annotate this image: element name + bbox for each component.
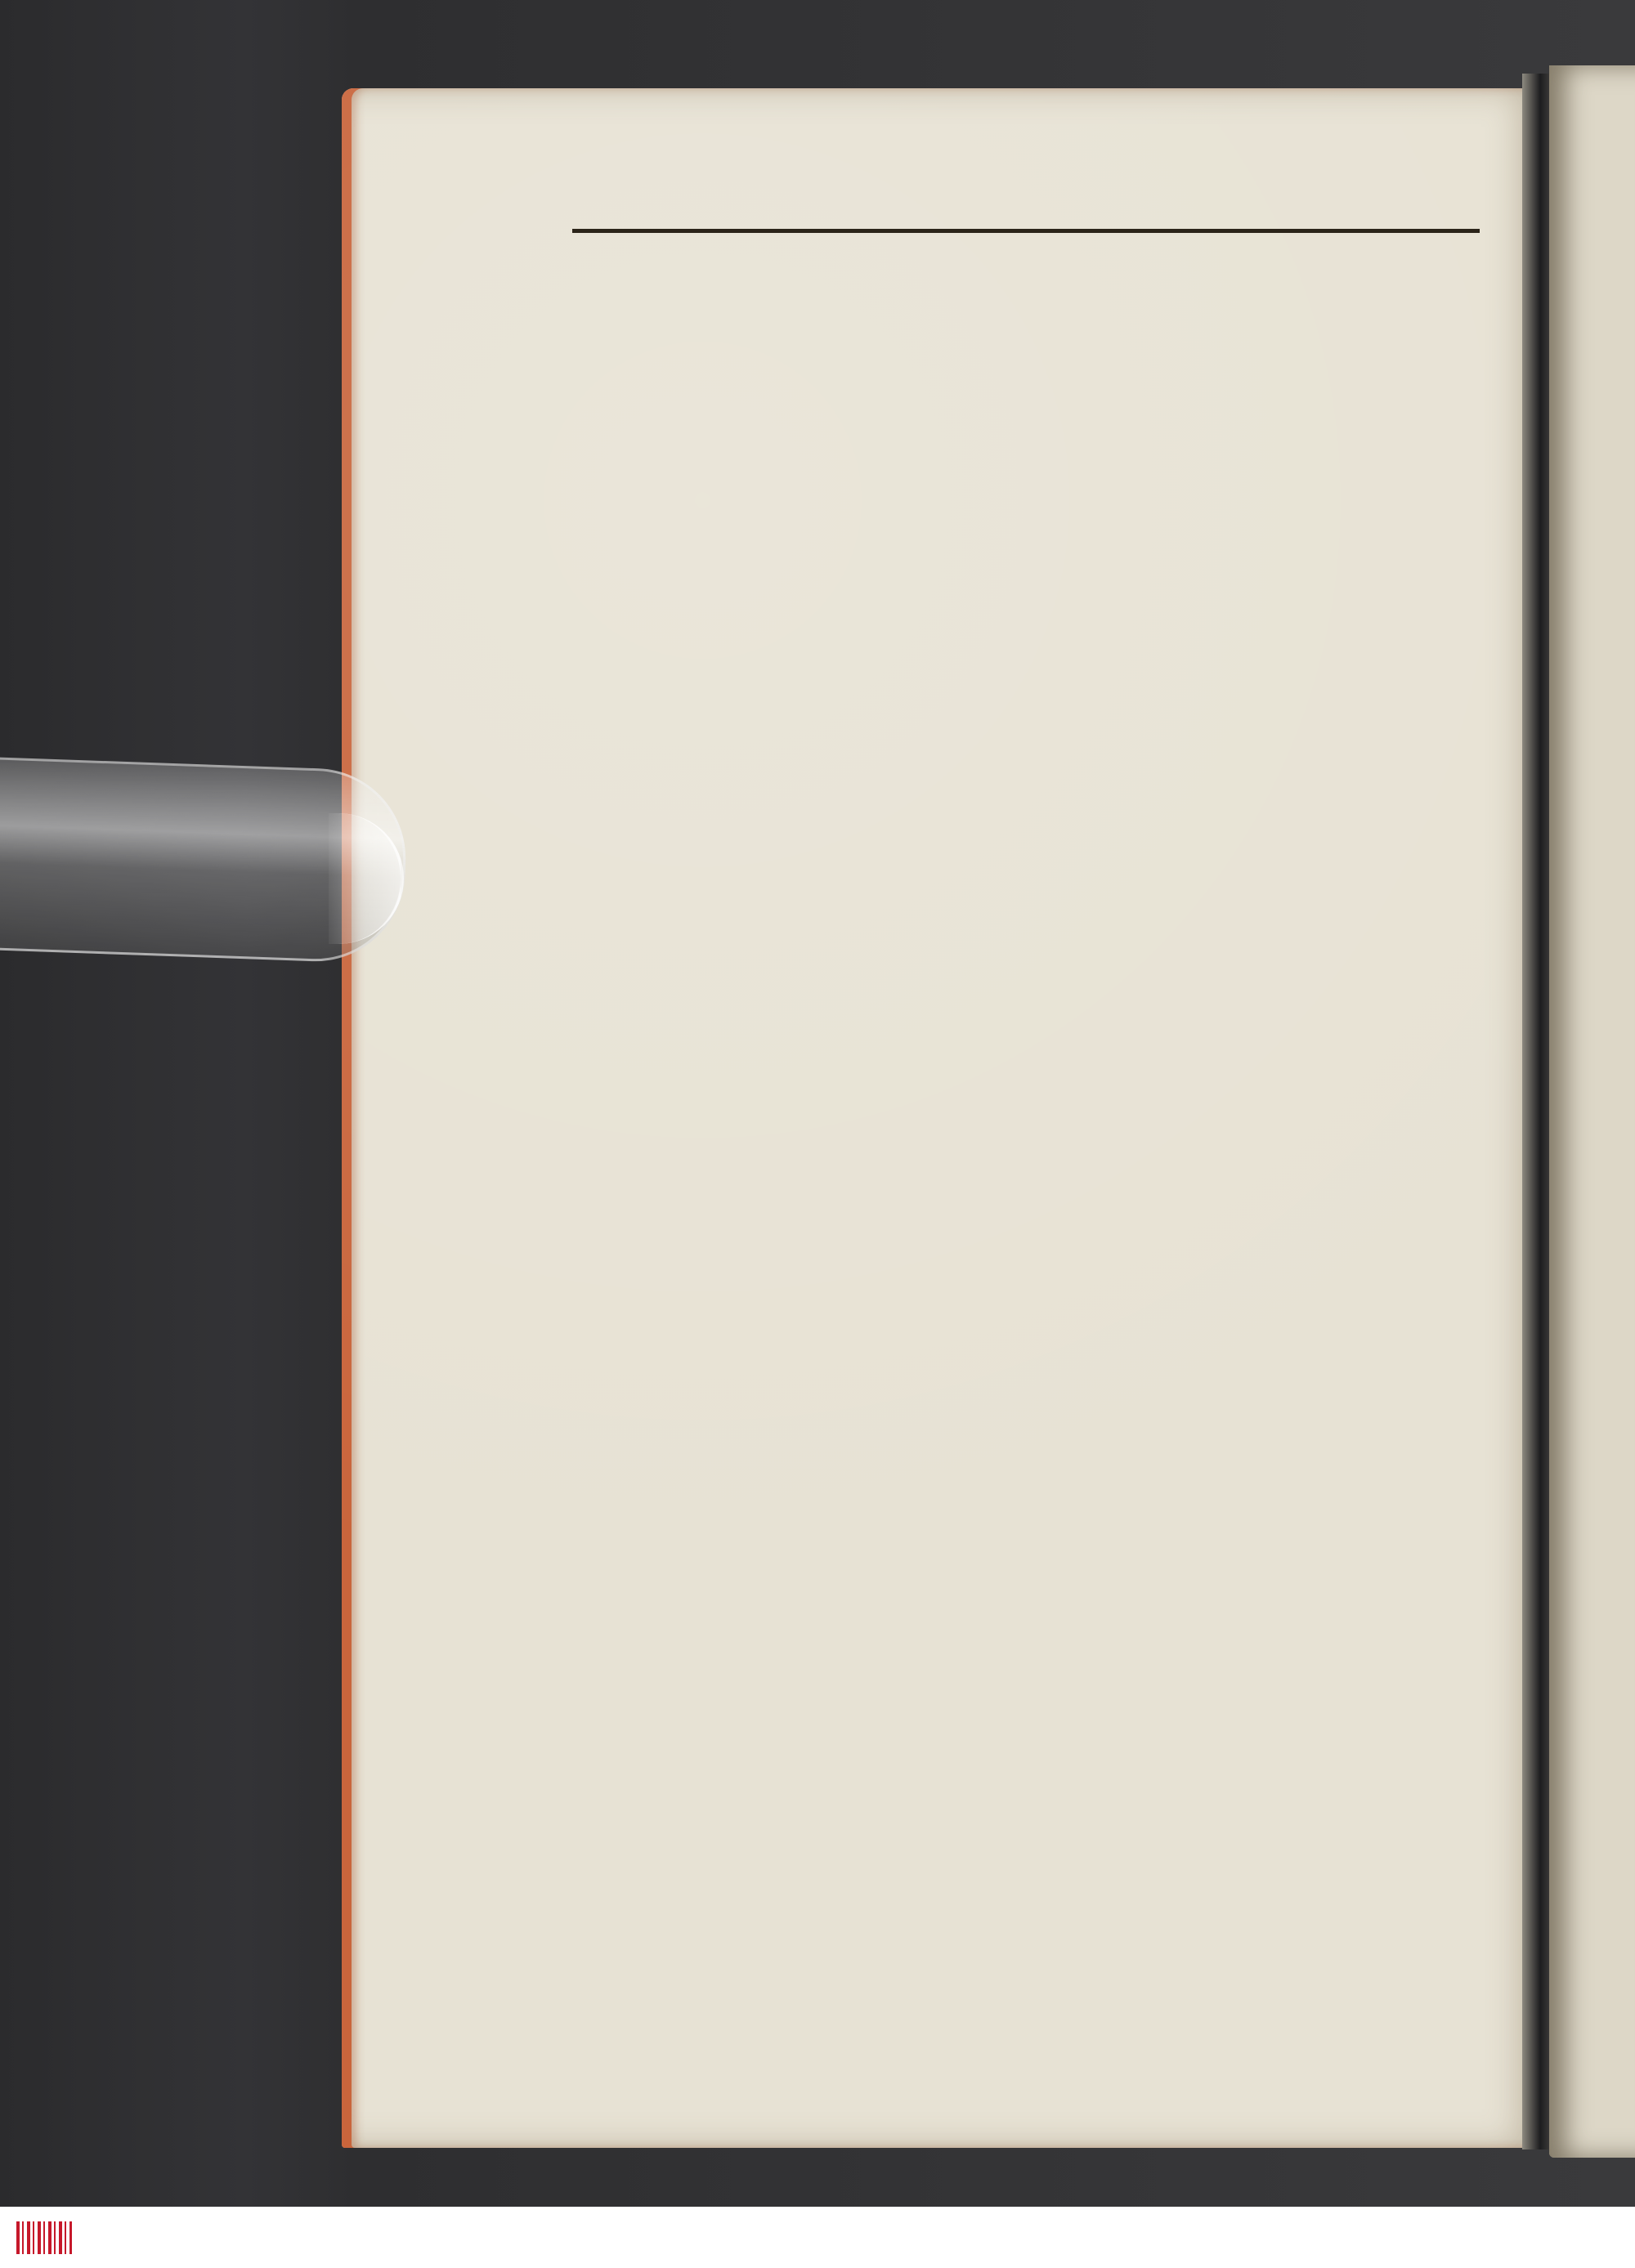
facing-page <box>1549 65 1635 2158</box>
header-rule <box>572 229 1480 233</box>
hab-logo-icon <box>16 2221 72 2254</box>
book-page <box>342 88 1545 2148</box>
footer-bar <box>0 2207 1635 2268</box>
